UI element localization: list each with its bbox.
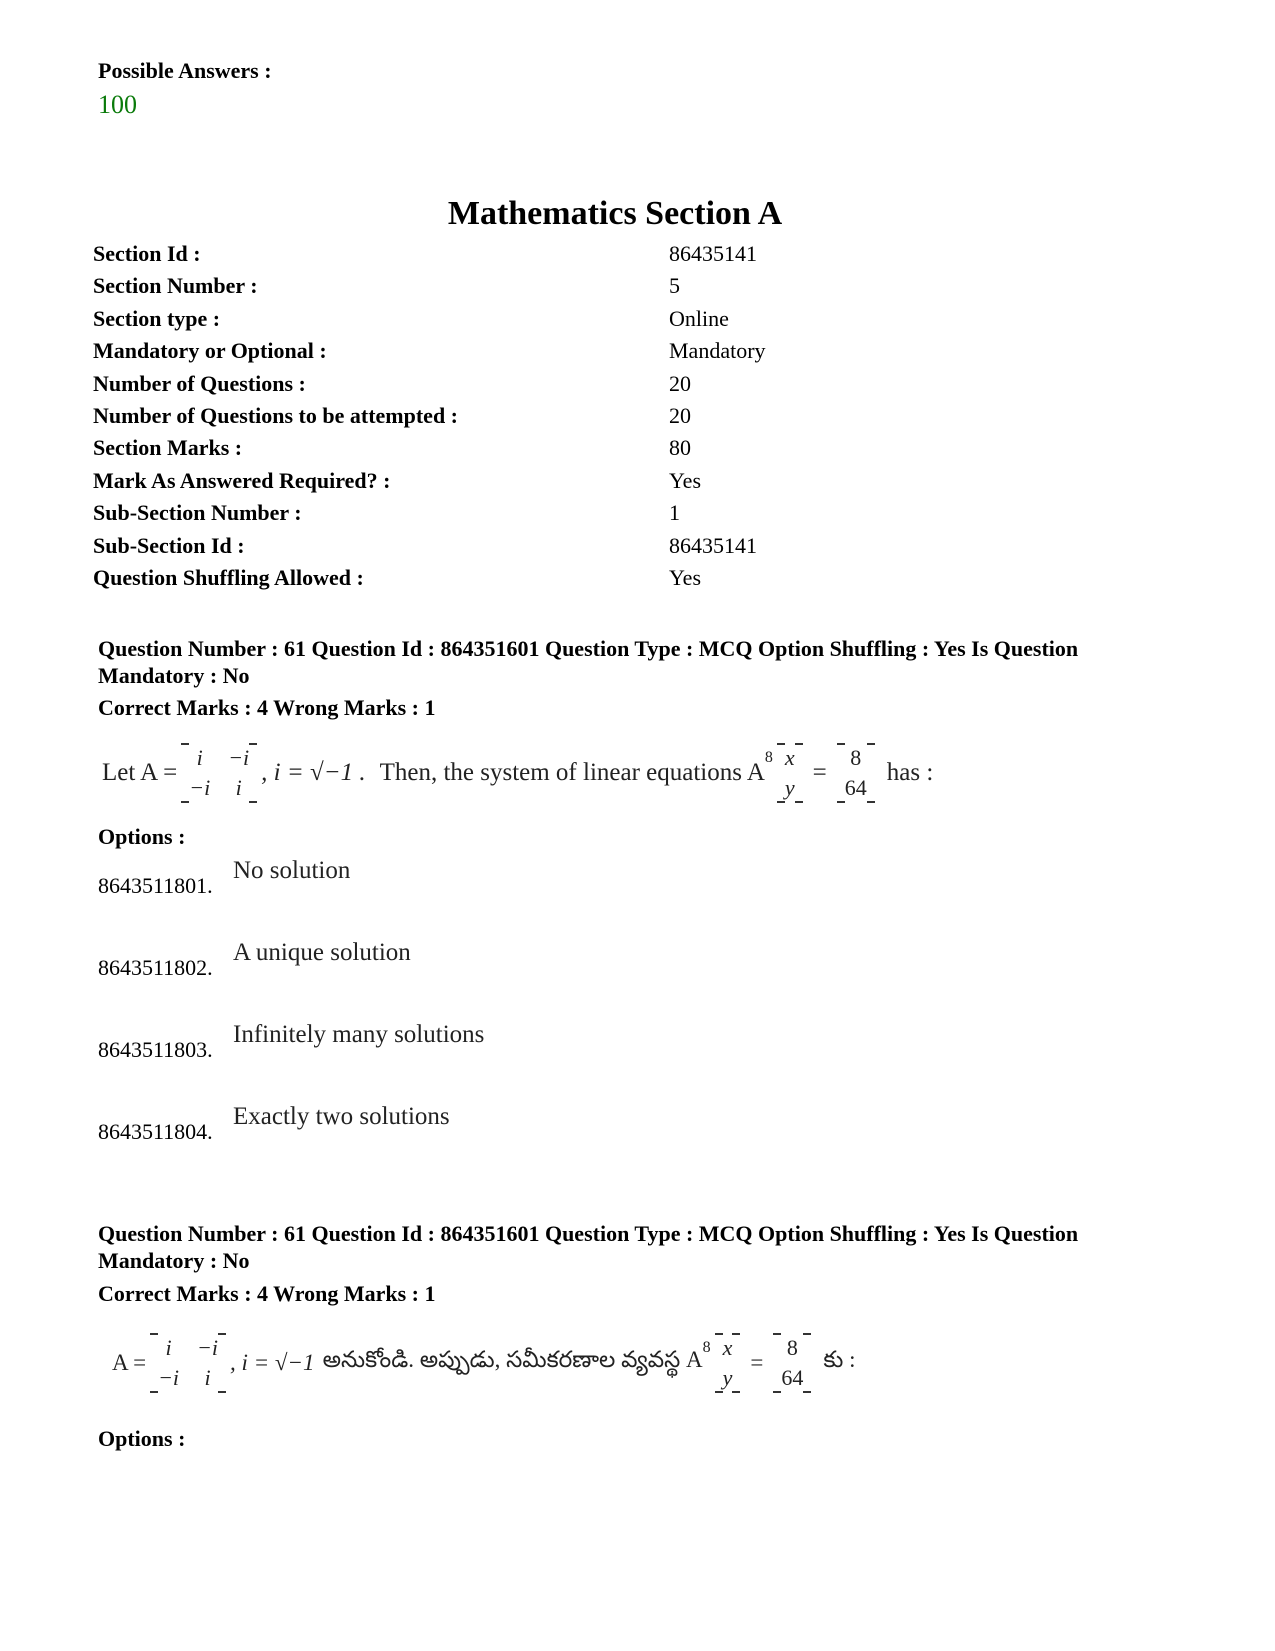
option-text: Infinitely many solutions bbox=[233, 1021, 485, 1048]
matrix-cell: i bbox=[204, 1364, 211, 1390]
option-id: 8643511802. bbox=[98, 955, 213, 980]
vector-cell: x bbox=[784, 744, 795, 770]
info-value: Online bbox=[669, 305, 729, 331]
question-stem-telugu bbox=[112, 1325, 855, 1400]
stem-condition: , i = √−1 bbox=[230, 1349, 315, 1375]
info-value: Mandatory bbox=[669, 338, 766, 364]
possible-answers-value: 100 bbox=[98, 90, 137, 119]
info-label: Number of Questions to be attempted : bbox=[93, 403, 459, 428]
info-label: Sub-Section Id : bbox=[93, 532, 245, 558]
info-label: Mandatory or Optional : bbox=[93, 338, 327, 364]
vector-cell: 64 bbox=[844, 774, 867, 800]
vector-cell: 8 bbox=[850, 744, 862, 770]
section-info-row bbox=[93, 435, 1093, 467]
matrix-cell: i bbox=[235, 774, 242, 800]
info-label: Section type : bbox=[93, 305, 221, 331]
section-title: Mathematics Section A bbox=[447, 195, 783, 232]
info-label: Question Shuffling Allowed : bbox=[93, 565, 364, 590]
question-header: Question Number : 61 Question Id : 864351601 Question Type : MCQ Option Shuffling : Yes Is Question Mandatory : No bbox=[98, 1221, 1079, 1273]
vector-cell: 64 bbox=[781, 1364, 804, 1390]
section-info-row bbox=[93, 306, 1093, 338]
info-value: 20 bbox=[669, 403, 691, 428]
equals: = bbox=[812, 758, 827, 786]
matrix-cell: −i bbox=[228, 744, 250, 770]
info-value: 80 bbox=[669, 435, 691, 461]
matrix-cell: i bbox=[165, 1334, 172, 1360]
vector-cell: y bbox=[784, 774, 795, 800]
info-value: 5 bbox=[669, 273, 680, 299]
info-value: Yes bbox=[669, 565, 702, 590]
option-text: A unique solution bbox=[233, 939, 411, 966]
vector-xy bbox=[711, 1333, 745, 1393]
option-id: 8643511803. bbox=[98, 1037, 213, 1062]
power: 8 bbox=[764, 749, 773, 766]
info-value: Yes bbox=[669, 467, 702, 493]
option-id: 8643511804. bbox=[98, 1119, 213, 1144]
question-marks: Correct Marks : 4 Wrong Marks : 1 bbox=[98, 1281, 436, 1306]
option-id: 8643511801. bbox=[98, 873, 213, 898]
info-value: 86435141 bbox=[669, 532, 757, 558]
section-info-row bbox=[93, 468, 1093, 500]
info-label: Sub-Section Number : bbox=[93, 500, 302, 526]
vector-cell: 8 bbox=[786, 1334, 798, 1360]
info-label: Section Number : bbox=[93, 273, 258, 299]
info-value: 86435141 bbox=[669, 241, 757, 266]
section-info-row bbox=[93, 273, 1093, 305]
info-label: Mark As Answered Required? : bbox=[93, 467, 391, 493]
section-info-row bbox=[93, 338, 1093, 370]
options-label: Options : bbox=[98, 1426, 186, 1451]
possible-answers-label: Possible Answers : bbox=[98, 58, 272, 83]
matrix-cell: i bbox=[196, 744, 203, 770]
equals: = bbox=[750, 1349, 764, 1375]
options-label: Options : bbox=[98, 824, 186, 849]
info-value: 20 bbox=[669, 370, 691, 396]
stem-text: has : bbox=[886, 758, 934, 786]
option-text: Exactly two solutions bbox=[233, 1103, 450, 1130]
section-info-row bbox=[93, 403, 1093, 435]
vector-rhs bbox=[769, 1333, 815, 1393]
stem-text: A = bbox=[112, 1349, 147, 1375]
info-label: Section Id : bbox=[93, 241, 201, 266]
matrix-cell: −i bbox=[197, 1334, 218, 1360]
section-info-row bbox=[93, 241, 1093, 273]
vector-cell: x bbox=[722, 1334, 733, 1360]
section-info-row bbox=[93, 533, 1093, 565]
info-label: Number of Questions : bbox=[93, 370, 306, 396]
stem-text: Then, the system of linear equations A bbox=[379, 758, 765, 786]
section-info-row bbox=[93, 565, 1093, 597]
vector-xy bbox=[773, 743, 807, 803]
vector-cell: y bbox=[722, 1364, 733, 1390]
matrix-cell: −i bbox=[189, 774, 211, 800]
info-label: Section Marks : bbox=[93, 435, 243, 461]
matrix-a bbox=[177, 743, 261, 803]
vector-rhs bbox=[833, 743, 879, 803]
stem-condition: , i = √−1 . bbox=[261, 758, 366, 786]
section-info-row bbox=[93, 500, 1093, 532]
matrix-a bbox=[146, 1333, 230, 1393]
matrix-cell: −i bbox=[158, 1364, 180, 1390]
info-value: 1 bbox=[669, 500, 680, 526]
power: 8 bbox=[702, 1339, 711, 1356]
question-stem bbox=[102, 735, 933, 810]
question-marks: Correct Marks : 4 Wrong Marks : 1 bbox=[98, 695, 436, 720]
stem-text: కు : bbox=[823, 1346, 856, 1372]
stem-text: అనుకోండి. అప్పుడు, సమీకరణాల వ్యవస్థ A bbox=[322, 1346, 703, 1372]
option-text: No solution bbox=[233, 857, 351, 884]
question-header: Question Number : 61 Question Id : 864351601 Question Type : MCQ Option Shuffling : Yes Is Question Mandatory : No bbox=[98, 636, 1079, 688]
section-info-row bbox=[93, 371, 1093, 403]
stem-text: Let A = bbox=[102, 758, 178, 786]
